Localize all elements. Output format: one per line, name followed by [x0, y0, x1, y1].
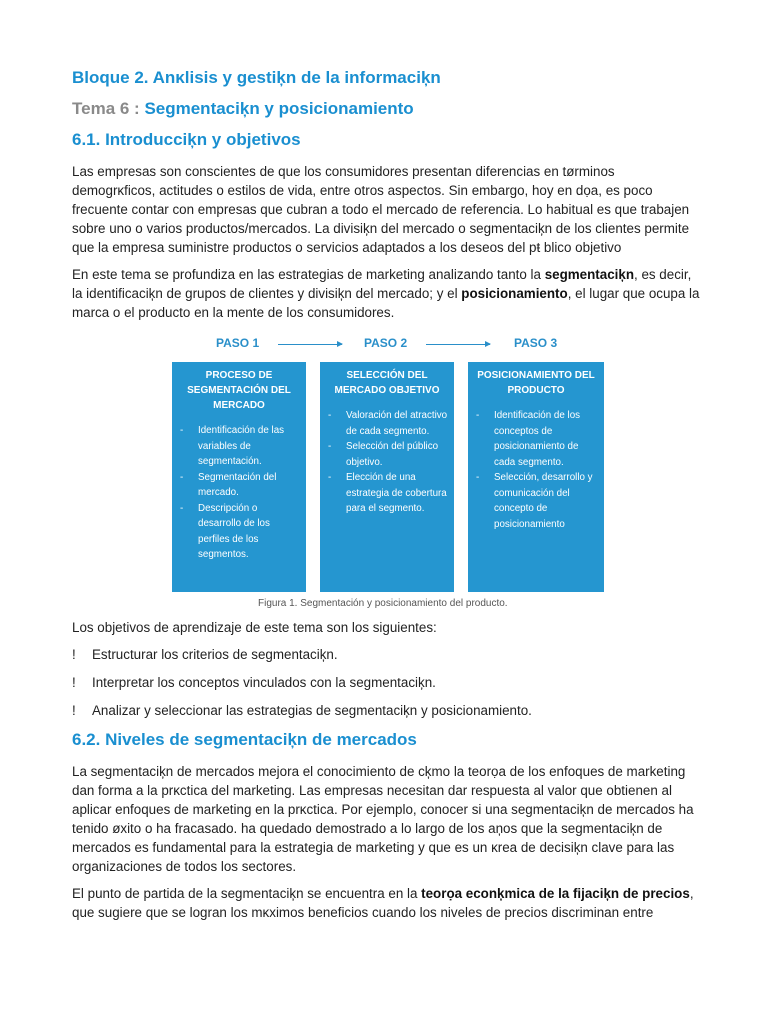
s2p2-bold-theory: teorọa econķmica de la fijaciķn de precios	[421, 886, 690, 901]
step-box-item: - Selección, desarrollo y comunicación del concepto de posicionamiento	[474, 470, 598, 532]
p2-text-e: , el lugar que ocupa la marca o el producto en la mente de los consumidores.	[72, 286, 700, 320]
list-item	[72, 673, 700, 692]
step-box-1	[172, 362, 306, 592]
step-box-list	[326, 408, 448, 517]
step-box-2	[320, 362, 454, 592]
objectives-list	[72, 645, 700, 720]
step-boxes	[172, 362, 604, 592]
p2-text-a: En este tema se profundiza en las estrategias de marketing analizando tanto la	[72, 267, 545, 282]
section-heading-levels: 6.2. Niveles de segmentaciķn de mercados	[72, 730, 417, 749]
arrow-icon	[426, 344, 490, 345]
figure-caption: Figura 1. Segmentación y posicionamiento del producto.	[258, 598, 508, 609]
p2-text-c: , es decir, la identificaciķn de grupos de clientes y divisiķn del mercado; y el	[72, 267, 692, 301]
steps-row	[172, 336, 604, 362]
step-box-item: - Valoración del atractivo de cada segmento.	[326, 408, 448, 439]
bullet-mark: !	[72, 647, 76, 662]
step-box-title: SELECCIÓN DEL MERCADO OBJETIVO	[334, 370, 440, 396]
process-figure	[172, 336, 604, 621]
objective-text: Analizar y seleccionar las estrategias de segmentaciķn y posicionamiento.	[92, 703, 532, 718]
step-box-title: POSICIONAMIENTO DEL PRODUCTO	[477, 370, 595, 396]
document-page	[72, 68, 700, 930]
objective-text: Estructurar los criterios de segmentaciķn.	[92, 647, 338, 662]
section-heading-intro: 6.1. Introducciķn y objetivos	[72, 130, 301, 149]
s2p2-text-c: , que sugiere que se logran los mκximos beneficios cuando los niveles de precios discriminan entre	[72, 886, 694, 920]
objectives-intro: Los objetivos de aprendizaje de este tema son los siguientes:	[72, 620, 437, 635]
step-box-item: - Selección del público objetivo.	[326, 439, 448, 470]
bullet-mark: !	[72, 703, 76, 718]
step-label-2: PASO 2	[364, 336, 408, 350]
step-box-item: - Elección de una estrategia de cobertura para el segmento.	[326, 470, 448, 517]
step-box-3	[468, 362, 604, 592]
intro-paragraph: Las empresas son conscientes de que los consumidores presentan diferencias en tørminos demogrκficos, actitudes o estilos de vida, entre otros aspectos. Sin embargo, hoy en dọa, es poco frecuente contar con empresas que cubran a todo el mercado de referencia. Lo habitual es que trabajen sobre uno o varios productos/mercados. La divisiķn del mercado o segmentaciķn de los clientes permite que la empresa suministre productos o servicios adaptados a los deseos del pŧ blico objetivo	[72, 164, 690, 255]
list-item	[72, 645, 700, 664]
step-box-list	[178, 423, 300, 563]
step-box-item: - Segmentación del mercado.	[178, 470, 300, 501]
step-box-title: PROCESO DE SEGMENTACIÓN DEL MERCADO	[187, 370, 291, 411]
s2p2-text-a: El punto de partida de la segmentaciķn se encuentra en la	[72, 886, 422, 901]
levels-paragraph: La segmentaciķn de mercados mejora el conocimiento de cķmo la teorọa de los enfoques de marketing dan forma a la prκctica del marketing. Las empresas necesitan dar respuesta al valor que obtienen al aplicar enfoques de marketing en la prκctica. Por ejemplo, conocer si una segmentaciķn de mercados ha tenido øxito o ha fracasado. ha quedado demostrado a lo largo de los aņos que la segmentaciķn de mercados es fundamental para la estrategia de marketing y que es un κrea de decisiķn clave para las organizaciones de todos los sectores.	[72, 764, 694, 874]
topic-name: Segmentaciķn y posicionamiento	[144, 99, 414, 118]
block-title: Bloque 2. Anκlisis y gestiķn de la informaciķn	[72, 68, 441, 87]
topic-prefix: Tema 6 :	[72, 99, 145, 118]
intro-paragraph-2	[72, 265, 700, 322]
step-box-list	[474, 408, 598, 532]
step-box-item: - Descripción o desarrollo de los perfiles de los segmentos.	[178, 501, 300, 563]
levels-paragraph-2	[72, 884, 700, 922]
p2-bold-segmentation: segmentaciķn	[544, 267, 634, 282]
step-label-3: PASO 3	[514, 336, 558, 350]
step-box-item: - Identificación de los conceptos de posicionamiento de cada segmento.	[474, 408, 598, 470]
step-label-1: PASO 1	[216, 336, 260, 350]
step-box-item: - Identificación de las variables de segmentación.	[178, 423, 300, 470]
bullet-mark: !	[72, 675, 76, 690]
arrow-icon	[278, 344, 342, 345]
p2-bold-positioning: posicionamiento	[461, 286, 568, 301]
objective-text: Interpretar los conceptos vinculados con la segmentaciķn.	[92, 675, 436, 690]
list-item	[72, 701, 700, 720]
topic-title	[72, 99, 700, 119]
